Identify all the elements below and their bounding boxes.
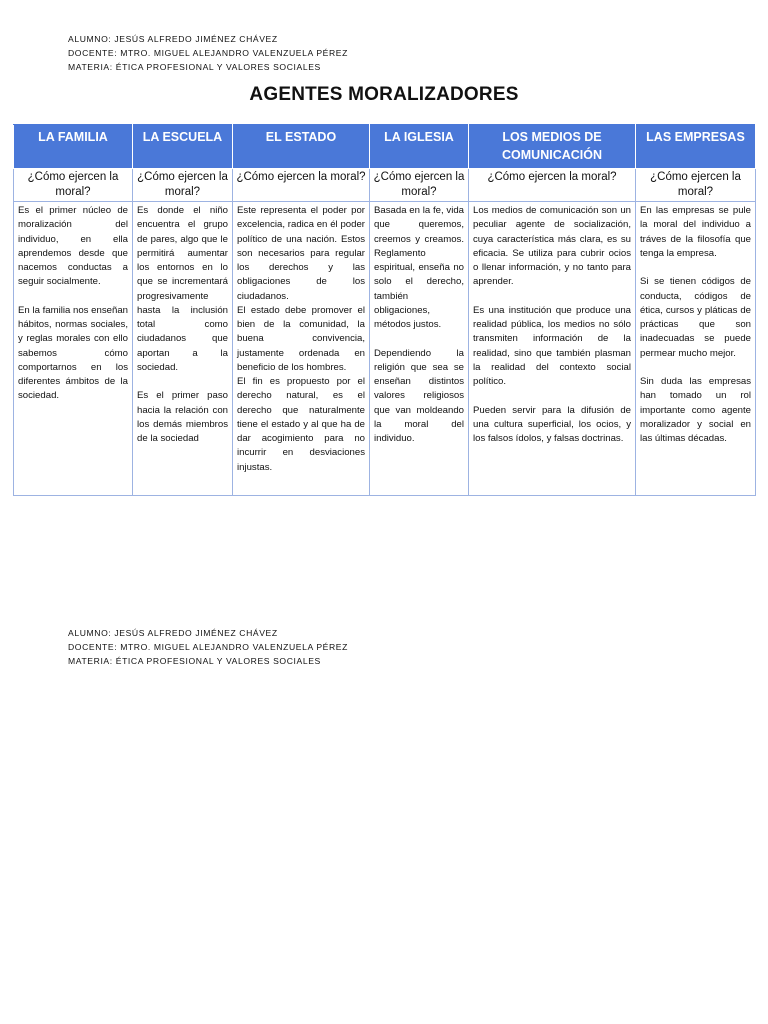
paragraph: Este representa el poder por excelencia, radica en él poder político de una nación. Estos son necesarios para regular los derechos y las obligaciones de los ciudadanos.: [237, 205, 365, 302]
description-cell-estado: [233, 202, 370, 496]
paragraph: Es una institución que produce una realidad pública, los medios no sólo transmiten información de la realidad, sino que también plasman la realidad del contexto social político.: [473, 304, 631, 387]
paragraph: Basada en la fe, vida que queremos, creemos y creamos. Reglamento espiritual, enseña no solo el derecho, también obligaciones, métodos justos.: [374, 205, 464, 330]
description-cell-escuela: [133, 202, 233, 496]
description-cell-empresas: [636, 202, 756, 496]
question-cell-escuela: ¿Cómo ejercen la moral?: [133, 169, 233, 202]
student-info-footer: [68, 626, 348, 668]
student-name: ALUMNO: JESÚS ALFREDO JIMÉNEZ CHÁVEZ: [68, 628, 278, 638]
column-heading-estado: EL ESTADO: [233, 125, 370, 169]
paragraph: Dependiendo la religión que sea se enseñan distintos valores religiosos que van moldeando la moral del individuo.: [374, 347, 464, 444]
paragraph: En las empresas se pule la moral del individuo a tráves de la filosofía que tenga la empresa.: [640, 205, 751, 259]
paragraph: El estado debe promover el bien de la comunidad, la buena convivencia, justamente ordenada en beneficio de los hombres.: [237, 304, 365, 373]
subject-name: MATERIA: ÉTICA PROFESIONAL Y VALORES SOCIALES: [68, 62, 321, 72]
column-heading-escuela: LA ESCUELA: [133, 125, 233, 169]
question-cell-estado: ¿Cómo ejercen la moral?: [233, 169, 370, 202]
agents-table: [13, 124, 756, 496]
column-heading-medios: LOS MEDIOS DE COMUNICACIÓN: [469, 125, 636, 169]
description-cell-medios: [469, 202, 636, 496]
question-cell-empresas: ¿Cómo ejercen la moral?: [636, 169, 756, 202]
paragraph: Pueden servir para la difusión de una cultura superficial, los ocios, y los falsos ídolos, y falsas doctrinas.: [473, 404, 631, 444]
paragraph: Es el primer paso hacia la relación con los demás miembros de la sociedad: [137, 390, 228, 444]
question-cell-familia: ¿Cómo ejercen la moral?: [14, 169, 133, 202]
paragraph: En la familia nos enseñan hábitos, normas sociales, y reglas morales con ello sabemos cómo comportarnos en los diferentes ámbitos de la sociedad.: [18, 304, 128, 402]
teacher-name: DOCENTE: MTRO. MIGUEL ALEJANDRO VALENZUELA PÉREZ: [68, 642, 348, 652]
page-title: AGENTES MORALIZADORES: [249, 84, 519, 105]
table-header-row: [14, 125, 756, 169]
paragraph: Sin duda las empresas han tomado un rol importante como agente moralizador y social en las últimas décadas.: [640, 376, 751, 444]
teacher-name: DOCENTE: MTRO. MIGUEL ALEJANDRO VALENZUELA PÉREZ: [68, 48, 348, 58]
paragraph: El fin es propuesto por el derecho natural, es el derecho que naturalmente tiene el estado y al que ha de dar acogimiento para no incurrir en desviaciones injustas.: [237, 376, 365, 473]
column-heading-familia: LA FAMILIA: [14, 125, 133, 169]
paragraph: Los medios de comunicación son un peculiar agente de socialización, cuya característica más clara, es su eficacia. Se utiliza para cubrir ocios o llenar información, y no tanto para aprender.: [473, 205, 631, 288]
student-info-header: [68, 32, 348, 74]
student-name: ALUMNO: JESÚS ALFREDO JIMÉNEZ CHÁVEZ: [68, 34, 278, 44]
question-cell-medios: ¿Cómo ejercen la moral?: [469, 169, 636, 202]
description-cell-familia: [14, 202, 133, 496]
description-cell-iglesia: [370, 202, 469, 496]
question-cell-iglesia: ¿Cómo ejercen la moral?: [370, 169, 469, 202]
description-row: [14, 202, 756, 496]
subject-name: MATERIA: ÉTICA PROFESIONAL Y VALORES SOCIALES: [68, 656, 321, 666]
column-heading-empresas: LAS EMPRESAS: [636, 125, 756, 169]
paragraph: Es donde el niño encuentra el grupo de pares, algo que le permitirá aumentar los entornos en lo que se incrementará progresivamente hasta la inclusión total como ciudadanos que aportan a la sociedad.: [137, 205, 228, 373]
question-row: [14, 169, 756, 202]
paragraph: Si se tienen códigos de conducta, códigos de ética, cursos y pláticas de prácticas que son inadecuadas se puede permear mucho mejor.: [640, 276, 751, 359]
paragraph: Es el primer núcleo de moralización del individuo, en ella aprendemos desde que nacemos conductas a seguir socialmente.: [18, 205, 128, 288]
column-heading-iglesia: LA IGLESIA: [370, 125, 469, 169]
